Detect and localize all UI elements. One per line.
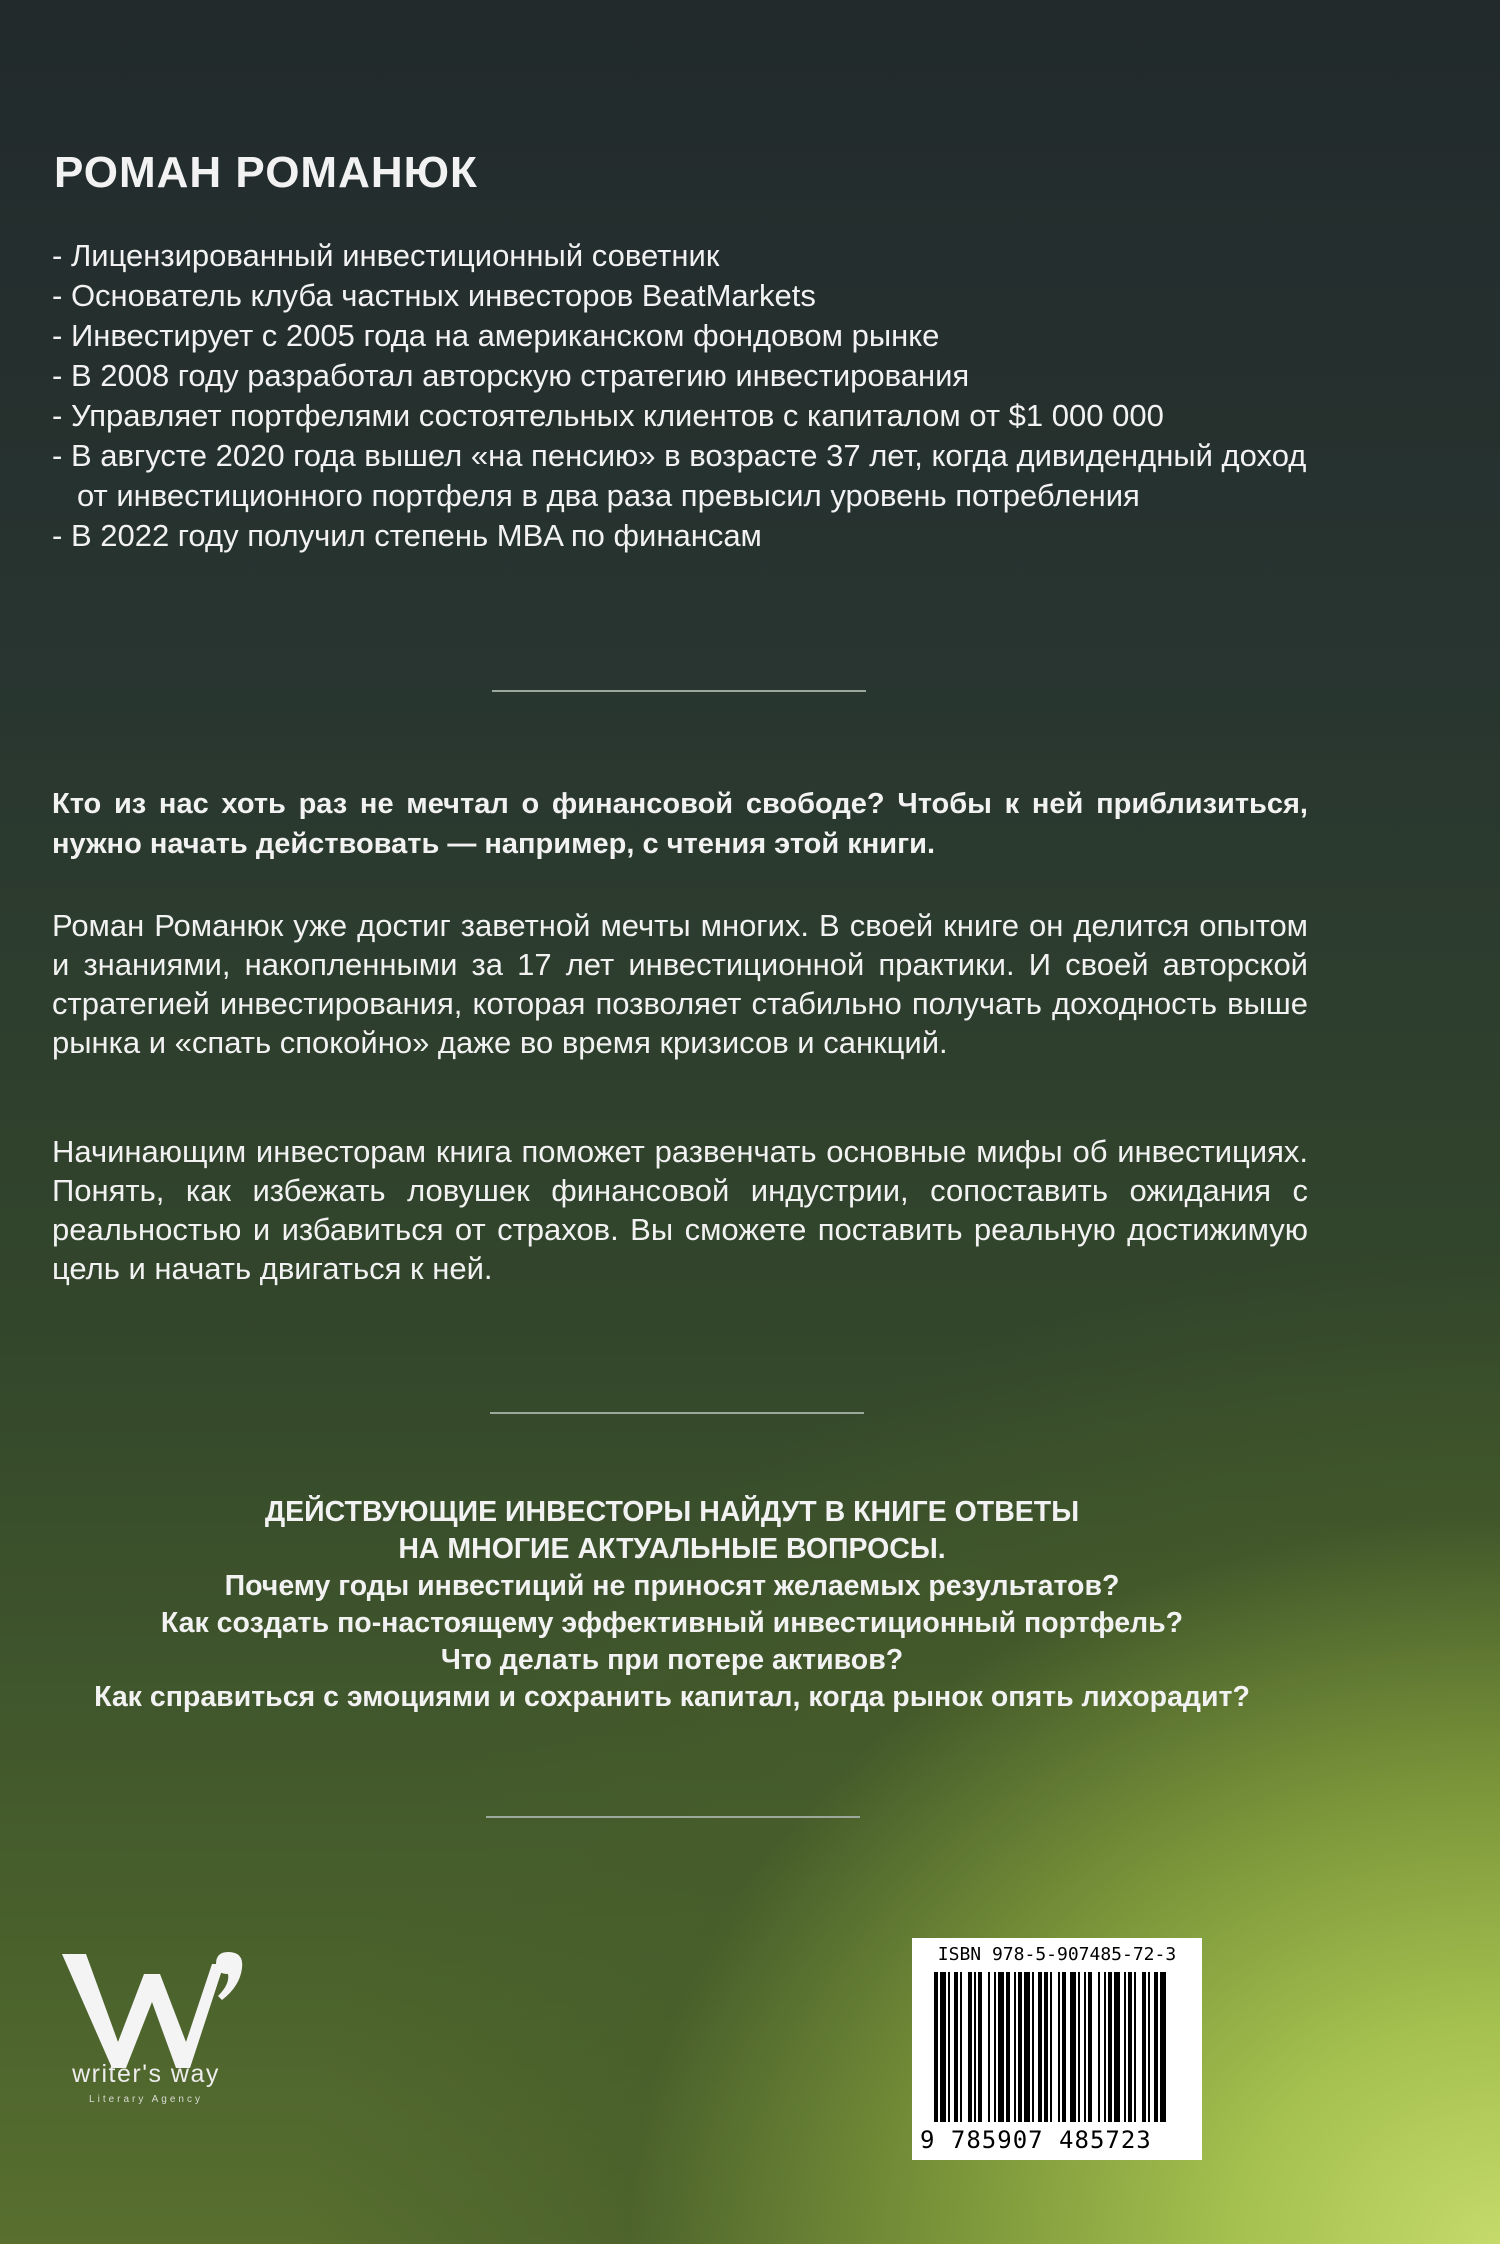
divider bbox=[486, 1816, 860, 1818]
questions-heading: НА МНОГИЕ АКТУАЛЬНЫЕ ВОПРОСЫ. bbox=[398, 1533, 946, 1565]
barcode-bar bbox=[1006, 1972, 1010, 2122]
barcode-bar bbox=[1124, 1972, 1126, 2122]
barcode-bar bbox=[1062, 1972, 1066, 2122]
barcode-bar bbox=[1014, 1972, 1016, 2122]
divider bbox=[492, 690, 866, 692]
question-item: Что делать при потере активов? bbox=[440, 1644, 904, 1676]
barcode-bar bbox=[988, 1972, 990, 2122]
barcode-bar bbox=[1128, 1972, 1132, 2122]
w-logo-icon bbox=[56, 1930, 246, 2120]
barcode-bar bbox=[968, 1972, 972, 2122]
barcode-bar bbox=[1078, 1972, 1080, 2122]
barcode-bar bbox=[1050, 1972, 1052, 2122]
barcode-bar bbox=[978, 1972, 982, 2122]
bio-item: - В 2022 году получил степень MBA по финансам bbox=[52, 516, 1352, 556]
barcode-bar bbox=[998, 1972, 1004, 2122]
questions-block bbox=[40, 1494, 1304, 1716]
bio-item: - В 2008 году разработал авторскую стратегию инвестирования bbox=[52, 356, 1352, 396]
barcode-bar bbox=[1154, 1972, 1158, 2122]
bio-item: - Основатель клуба частных инвесторов BeatMarkets bbox=[52, 276, 1352, 316]
barcode-bar bbox=[1018, 1972, 1022, 2122]
barcode-bar bbox=[948, 1972, 950, 2122]
question-item: Почему годы инвестиций не приносят желаемых результатов? bbox=[224, 1570, 1120, 1602]
lead-paragraph: Кто из нас хоть раз не мечтал о финансовой свободе? Чтобы к ней приблизиться, нужно начать действовать — например, с чтения этой книги. bbox=[52, 788, 1308, 860]
barcode-bar bbox=[1104, 1972, 1106, 2122]
barcode-bar bbox=[1108, 1972, 1112, 2122]
question-item: Как создать по-настоящему эффективный инвестиционный портфель? bbox=[160, 1607, 1184, 1639]
barcode-bar bbox=[1084, 1972, 1086, 2122]
barcode-bar bbox=[1098, 1972, 1100, 2122]
barcode bbox=[912, 1938, 1202, 2160]
barcode-bar bbox=[1142, 1972, 1146, 2122]
question-item: Как справиться с эмоциями и сохранить капитал, когда рынок опять лихорадит? bbox=[94, 1681, 1250, 1713]
isbn-label: ISBN 978-5-907485-72-3 bbox=[937, 1944, 1177, 1965]
barcode-bar bbox=[934, 1972, 938, 2122]
barcode-bar bbox=[1044, 1972, 1048, 2122]
author-bio-list bbox=[52, 236, 1352, 556]
bio-item: - Инвестирует с 2005 года на американском фондовом рынке bbox=[52, 316, 1352, 356]
publisher-tagline: Literary Agency bbox=[89, 2094, 203, 2105]
bio-item: - В августе 2020 года вышел «на пенсию» в возрасте 37 лет, когда дивидендный доход от инвестиционного портфеля в два раза превысил уровень потребления bbox=[52, 436, 1317, 516]
barcode-bar bbox=[1160, 1972, 1166, 2122]
divider bbox=[490, 1412, 864, 1414]
barcode-bar bbox=[940, 1972, 946, 2122]
publisher-name: writer's way bbox=[72, 2060, 220, 2088]
barcode-bar bbox=[1070, 1972, 1076, 2122]
author-name: РОМАН РОМАНЮК bbox=[54, 148, 478, 197]
barcode-bar bbox=[1134, 1972, 1136, 2122]
barcode-bar bbox=[974, 1972, 976, 2122]
barcode-bar bbox=[1114, 1972, 1120, 2122]
description-paragraph: Роман Романюк уже достиг заветной мечты многих. В своей книге он делится опытом и знаниями, накопленными за 17 лет инвестиционной практики. И своей авторской стратегией инвестирования, которая позволяет стабильно получать доходность выше рынка и «спать спокойно» даже во время кризисов и санкций. bbox=[52, 908, 1308, 1060]
bio-item: - Лицензированный инвестиционный советник bbox=[52, 236, 1352, 276]
barcode-bar bbox=[1088, 1972, 1092, 2122]
barcode-bar bbox=[1148, 1972, 1150, 2122]
description-paragraph: Начинающим инвесторам книга поможет развенчать основные мифы об инвестициях. Понять, как избежать ловушек финансовой индустрии, сопоставить ожидания с реальностью и избавиться от страхов. Вы сможете поставить реальную достижимую цель и начать двигаться к ней. bbox=[52, 1134, 1308, 1286]
barcode-digits: 9 785907 485723 bbox=[920, 2126, 1152, 2154]
bio-item: - Управляет портфелями состоятельных клиентов с капиталом от $1 000 000 bbox=[52, 396, 1352, 436]
questions-heading: ДЕЙСТВУЮЩИЕ ИНВЕСТОРЫ НАЙДУТ В КНИГЕ ОТВЕТЫ bbox=[264, 1496, 1080, 1528]
barcode-bar bbox=[994, 1972, 996, 2122]
barcode-bar bbox=[960, 1972, 962, 2122]
barcode-bar bbox=[1058, 1972, 1060, 2122]
barcode-bar bbox=[1032, 1972, 1034, 2122]
barcode-bar bbox=[1024, 1972, 1030, 2122]
barcode-bar bbox=[1038, 1972, 1042, 2122]
barcode-bar bbox=[954, 1972, 958, 2122]
